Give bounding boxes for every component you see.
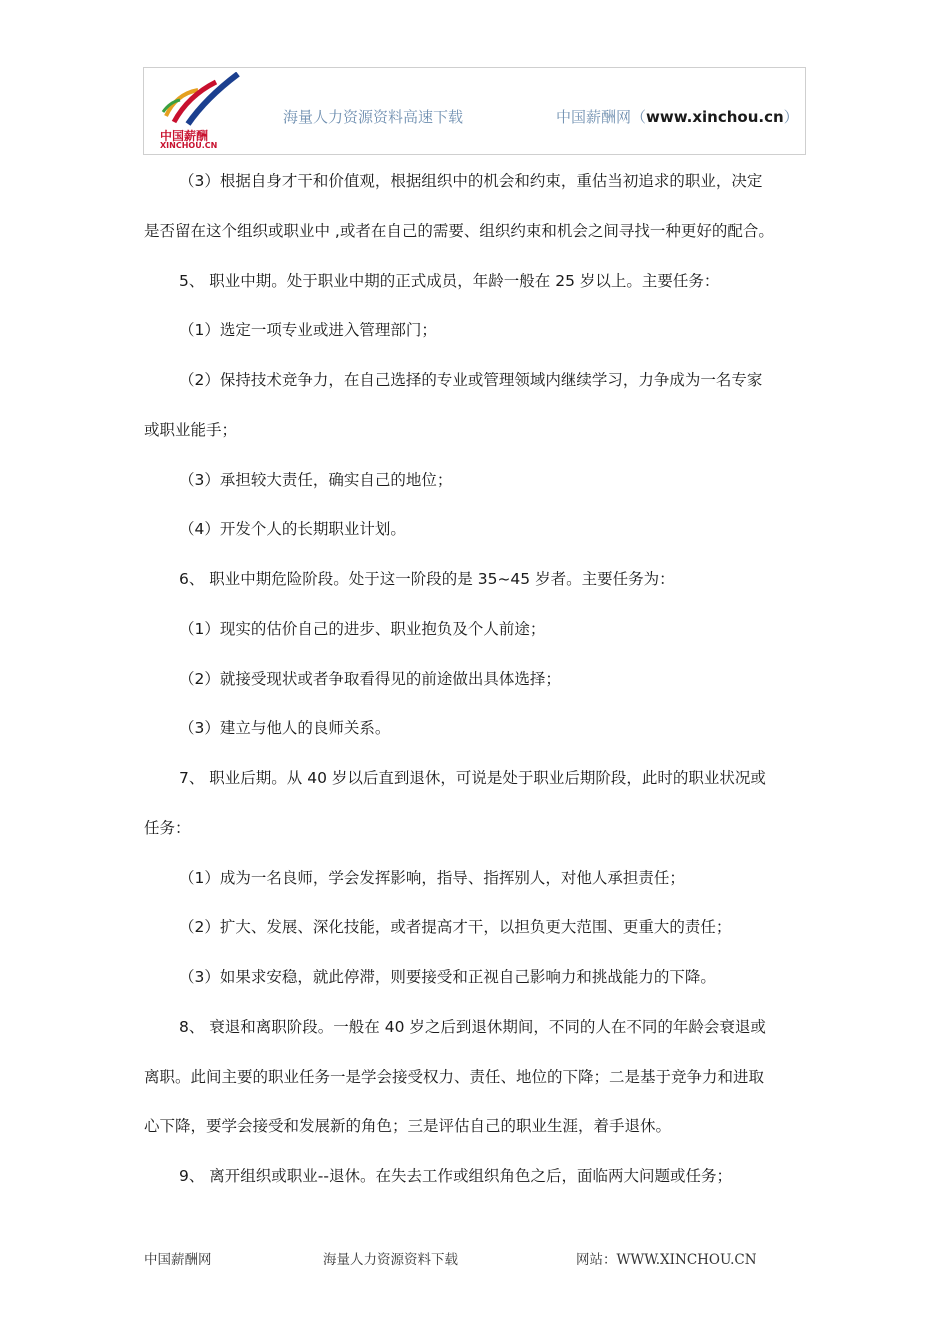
text-line: （2）就接受现状或者争取看得见的前途做出具体选择； <box>179 669 561 688</box>
text-line: （4）开发个人的长期职业计划。 <box>179 520 406 539</box>
text-line: 9、 离开组织或职业--退休。在失去工作或组织角色之后，面临两大问题或任务； <box>179 1167 732 1185</box>
text-line: （3）承担较大责任，确实自己的地位； <box>179 470 453 489</box>
text-line: 是否留在这个组织或职业中 ,或者在自己的需要、组织约束和机会之间寻找一种更好的配合。 <box>144 221 774 240</box>
text-line: （1）成为一名良师，学会发挥影响，指导、指挥别人，对他人承担责任； <box>179 868 685 887</box>
text-line: 离职。此间主要的职业任务一是学会接受权力、责任、地位的下降；二是基于竞争力和进取 <box>144 1067 765 1086</box>
logo-chinese-text: 中国薪酬 <box>160 129 209 143</box>
text-line: 6、 职业中期危险阶段。处于这一阶段的是 35~45 岁者。主要任务为： <box>179 570 675 588</box>
text-line: （1）选定一项专业或进入管理部门； <box>179 321 437 340</box>
text-line: 任务： <box>144 818 191 837</box>
text-line: （3）根据自身才干和价值观，根据组织中的机会和约束，重估当初追求的职业，决定 <box>179 172 763 190</box>
footer-left: 中国薪酬网 <box>144 1252 212 1268</box>
text-line: （1）现实的估价自己的进步、职业抱负及个人前途； <box>179 619 546 638</box>
footer-right: 网站：WWW.XINCHOU.CN <box>576 1252 757 1268</box>
text-line: 7、 职业后期。从 40 岁以后直到退休，可说是处于职业后期阶段，此时的职业状况或 <box>179 769 766 787</box>
header-banner <box>143 67 806 155</box>
footer-center: 海量人力资源资料下载 <box>323 1252 458 1268</box>
document-body <box>144 157 808 1202</box>
text-line: 5、 职业中期。处于职业中期的正式成员，年龄一般在 25 岁以上。主要任务： <box>179 271 720 290</box>
text-line: （3）建立与他人的良师关系。 <box>179 719 391 738</box>
site-url[interactable]: www.xinchou.cn <box>646 108 784 126</box>
header-slogan: 海量人力资源资料高速下载 <box>283 108 464 126</box>
site-name: 中国薪酬网（ <box>556 108 647 126</box>
site-close: ） <box>783 108 799 126</box>
text-line: （2）扩大、发展、深化技能，或者提高才干，以担负更大范围、更重大的责任； <box>179 918 732 937</box>
text-line: （2）保持技术竞争力，在自己选择的专业或管理领域内继续学习，力争成为一名专家 <box>179 371 763 389</box>
header-site <box>556 106 799 127</box>
text-line: 心下降，要学会接受和发展新的角色；三是评估自己的职业生涯，着手退休。 <box>144 1117 672 1136</box>
text-line: 8、 衰退和离职阶段。一般在 40 岁之后到退休期间，不同的人在不同的年龄会衰退或 <box>179 1017 766 1036</box>
text-line: 或职业能手； <box>144 420 238 439</box>
text-line: （3）如果求安稳，就此停滞，则要接受和正视自己影响力和挑战能力的下降。 <box>179 968 716 986</box>
logo-english-text: XINCHOU.CN <box>160 141 218 150</box>
